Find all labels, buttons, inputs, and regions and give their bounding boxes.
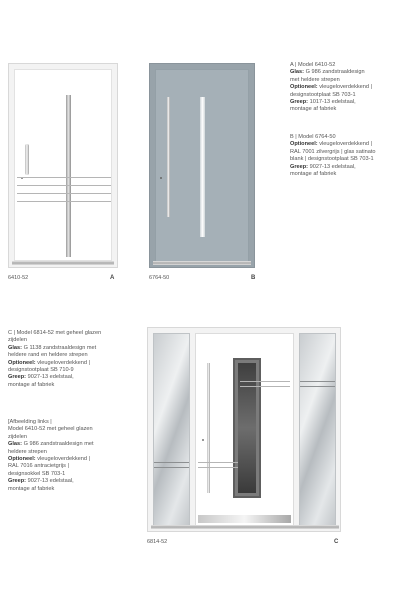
description-a-greep: 1017-13 edelstaal, xyxy=(309,99,356,106)
door-a-code: 6410-52 xyxy=(8,275,29,281)
description-links xyxy=(8,419,138,493)
description-b-greep-2: montage af fabriek xyxy=(290,171,337,178)
door-a-stripe-4 xyxy=(17,201,111,202)
door-a-stripe-1 xyxy=(17,177,111,178)
description-c-optioneel-2: designstootplaat SB 710-9 xyxy=(8,367,74,374)
description-a-title: A | Model 6410-52 xyxy=(290,62,336,68)
optioneel-label: Optioneel: xyxy=(8,456,36,463)
door-a-glass-strip xyxy=(66,95,71,257)
door-c-kick-plate xyxy=(198,515,291,523)
description-a xyxy=(290,62,398,114)
description-b xyxy=(290,134,398,178)
door-c-threshold xyxy=(151,525,339,529)
description-c-greep: 9027-13 edelstaal, xyxy=(27,374,74,381)
description-b-optioneel-3: blank | designstootplaat SB 703-1 xyxy=(290,156,374,163)
description-c-greep-2: montage af fabriek xyxy=(8,381,55,388)
description-links-title-3: zijdelen xyxy=(8,433,27,440)
description-c-glas-2: heldere rand en heldere strepen xyxy=(8,352,88,359)
description-a-greep-2: montage af fabriek xyxy=(290,106,337,113)
door-a-letter: A xyxy=(110,275,115,281)
door-b-image xyxy=(149,63,255,268)
door-b-threshold xyxy=(153,261,251,265)
door-b-code: 6764-50 xyxy=(149,275,170,281)
description-b-optioneel: vleugeloverdekkend | xyxy=(319,141,372,148)
door-b-glass-strip xyxy=(200,97,205,237)
door-c-side-stripe-1 xyxy=(300,381,335,382)
description-links-title: [Afbeelding links | xyxy=(8,419,52,425)
greep-label: Greep: xyxy=(8,374,27,381)
optioneel-label: Optioneel: xyxy=(290,141,318,148)
description-a-optioneel-2: designstootplaat SB 703-1 xyxy=(290,91,356,98)
optioneel-label: Optioneel: xyxy=(8,359,36,366)
door-c-glass xyxy=(238,363,256,493)
description-a-optioneel: vleugeloverdekkend | xyxy=(319,84,372,91)
door-c-right-sidelight xyxy=(299,333,336,526)
door-c-glass-frame xyxy=(233,358,261,498)
description-links-greep: 9027-13 edelstaal, xyxy=(27,478,74,485)
door-c-left-sidelight xyxy=(153,333,190,526)
description-c-optioneel: vleugeloverdekkend | xyxy=(37,359,90,366)
description-c-title-2: zijdelen xyxy=(8,337,27,344)
door-c-code: 6814-52 xyxy=(147,539,168,545)
description-a-glas-2: met heldere strepen xyxy=(290,76,340,83)
description-links-glas-2: heldere strepen xyxy=(8,448,47,455)
description-links-greep-2: montage af fabriek xyxy=(8,485,55,492)
description-links-optioneel-2: RAL 7016 antracietgrijs | xyxy=(8,463,69,470)
door-a-image xyxy=(8,63,118,268)
description-b-optioneel-2: RAL 7001 zilvergrijs | glas satinato xyxy=(290,148,376,155)
door-c-stripe-4 xyxy=(198,467,238,468)
description-c-title: C | Model 6814-52 met geheel glazen xyxy=(8,330,102,336)
description-c xyxy=(8,330,138,389)
door-a-handle[interactable] xyxy=(25,144,29,175)
door-c-lock-icon xyxy=(202,439,204,441)
door-b-lock-icon xyxy=(160,177,162,179)
description-links-glas: G 986 zandstraaldesign met xyxy=(23,441,94,448)
door-a-stripe-3 xyxy=(17,193,111,194)
door-b-steel-bar[interactable] xyxy=(167,97,170,217)
description-b-greep: 9027-13 edelstaal, xyxy=(309,163,356,170)
door-a-threshold xyxy=(12,261,114,265)
description-c-glas: G 1138 zandstraaldesign met xyxy=(23,344,97,351)
greep-label: Greep: xyxy=(290,163,309,170)
door-c-side-stripe-3 xyxy=(154,462,189,463)
door-b-letter: B xyxy=(251,275,256,281)
door-c-handle[interactable] xyxy=(207,363,210,493)
description-a-glas: G 986 zandstraaldesign xyxy=(305,69,365,76)
description-links-optioneel: vleugeloverdekkend | xyxy=(37,456,90,463)
door-c-letter: C xyxy=(334,539,339,545)
optioneel-label: Optioneel: xyxy=(290,84,318,91)
glas-label: Glas: xyxy=(8,441,22,448)
description-links-title-2: Model 6410-52 met geheel glazen xyxy=(8,426,93,433)
door-c-side-stripe-2 xyxy=(300,386,335,387)
description-b-title: B | Model 6764-50 xyxy=(290,134,336,140)
glas-label: Glas: xyxy=(8,344,22,351)
door-c-side-stripe-4 xyxy=(154,467,189,468)
glas-label: Glas: xyxy=(290,69,304,76)
greep-label: Greep: xyxy=(290,99,309,106)
door-a-stripe-2 xyxy=(17,185,111,186)
door-c-stripe-2 xyxy=(240,386,290,387)
door-c-stripe-3 xyxy=(198,462,238,463)
description-links-optioneel-3: designsokkel SB 703-1 xyxy=(8,470,66,477)
greep-label: Greep: xyxy=(8,478,27,485)
door-c-stripe-1 xyxy=(240,381,290,382)
door-c-image xyxy=(147,327,341,532)
